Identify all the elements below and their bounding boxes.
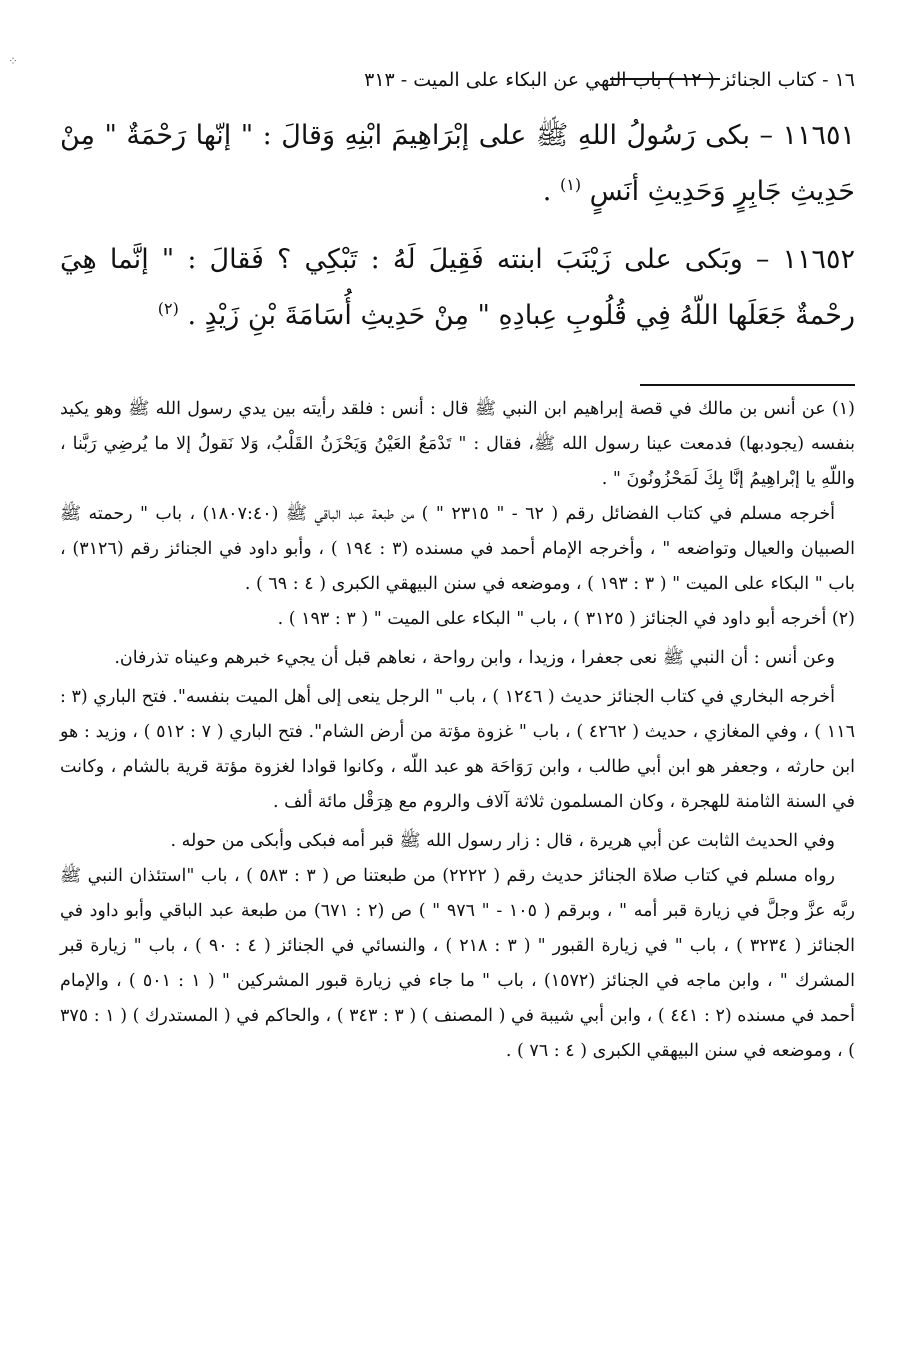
running-header xyxy=(60,64,855,96)
note-abu-hurayra-narration: وفي الحديث الثابت عن أبي هريرة ، قال : زار رسول الله ﷺ قبر أمه فبكى وأبكى من حوله . xyxy=(170,831,835,851)
main-text xyxy=(60,108,855,356)
scan-speck-icon: ⁘ xyxy=(8,54,19,68)
footnote-ref-1: (١) xyxy=(559,175,582,194)
footnotes-section xyxy=(60,392,855,1069)
header-rule xyxy=(610,78,720,80)
header-text: ١٦ - كتاب الجنائز ( ١٢ ) باب النهي عن البكاء على الميت - ٣١٣ xyxy=(364,69,855,91)
hadith-11651 xyxy=(60,108,855,220)
hadith-11651-text: ١١٦٥١ – بكى رَسُولُ اللهِ ﷺ على إبْرَاهِيمَ ابْنِهِ وَقالَ : " إنّها رَحْمَةٌ " مِنْ حَدِيثِ جَابِرٍ وَحَدِيثِ أنَسٍ xyxy=(60,120,855,207)
note-anas-narration: وعن أنس : أن النبي ﷺ نعى جعفرا ، وزيدا ، وابن رواحة ، نعاهم قبل أن يجيء خبرهم وعيناه تذرفان. xyxy=(114,648,835,668)
note-muslim-takhrij: رواه مسلم في كتاب صلاة الجنائز حديث رقم ( ٢٢٢٢) من طبعتنا ص ( ٣ : ٥٨٣ ) ، باب "استئذان النبي ﷺ ربَّه عزَّ وجلَّ في زيارة قبر أمه " ، وبرقم ( ١٠٥ - " ٩٧٦ " ) ص (٢ : ٦٧١) من طبعة عبد الباقي وأبو داود في الجنائز ( ٣٢٣٤ ) ، باب " في زيارة القبور " ( ٣ : ٢١٨ ) ، والنسائي في الجنائز ( ٤ : ٩٠ ) ، باب " زيارة قبر المشرك " ، وابن ماجه في الجنائز (١٥٧٢) ، باب " ما جاء في زيارة قبور المشركين " ( ١ : ٥٠١ ) ، والإمام أحمد في مسنده (٢ : ٤٤١ ) ، وابن أبي شيبة في ( المصنف ) ( ٣ : ٣٤٣ ) ، والحاكم في ( المستدرك ) ( ١ : ٣٧٥ ) ، وموضعه في سنن البيهقي الكبرى ( ٤ : ٧٦ ) . xyxy=(60,866,855,1061)
hadith-11652 xyxy=(60,232,855,344)
hadith-11652-text: ١١٦٥٢ – وبَكى على زَيْنَبَ ابنته فَقِيلَ لَهُ : تَبْكِي ؟ فَقالَ : " إنَّما هِيَ رحْمةٌ جَعَلَها اللّهُ فِي قُلُوبِ عِبادِهِ " مِنْ حَدِيثِ أُسَامَةَ بْنِ زَيْدٍ . xyxy=(60,244,855,331)
footnote-1: (١) عن أنس بن مالك في قصة إبراهيم ابن النبي ﷺ قال : أنس : فلقد رأيته بين يدي رسول الله ﷺ وهو يكيد بنفسه (يجودبها) فدمعت عينا رسول الله ﷺ، فقال : " تَدْمَعُ العَيْنُ وَيَحْزَنُ القَلْبُ، وَلا نَقولُ إلا ما يُرضِي رَبَّنا ، واللّهِ يا إبْراهِيمُ إنَّا بِكَ لَمَحْزُونُونَ " . xyxy=(60,399,855,489)
footnote-1-takhrij: أخرجه مسلم في كتاب الفضائل رقم ( ٦٢ - " ٢٣١٥ " ) من طبعة عبد الباقي ﷺ (١٨٠٧:٤٠) ، باب " رحمته ﷺ الصبيان والعيال وتواضعه " ، وأخرجه الإمام أحمد في مسنده (٣ : ١٩٤ ) ، وأبو داود في الجنائز رقم (٣١٢٦) ، باب " البكاء على الميت " ( ٣ : ١٩٣ ) ، وموضعه في سنن البيهقي الكبرى ( ٤ : ٦٩ ) . xyxy=(60,504,855,594)
footnote-2: (٢) أخرجه أبو داود في الجنائز ( ٣١٢٥ ) ، باب " البكاء على الميت " ( ٣ : ١٩٣ ) . xyxy=(277,609,855,629)
hadith-11651-end: . xyxy=(542,176,560,207)
footnote-divider xyxy=(640,384,855,386)
footnote-ref-2: (٢) xyxy=(157,299,179,318)
note-bukhari-takhrij: أخرجه البخاري في كتاب الجنائز حديث ( ١٢٤٦ ) ، باب " الرجل ينعى إلى أهل الميت بنفسه". فتح الباري (٣ : ١١٦ ) ، وفي المغازي ، حديث ( ٤٢٦٢ ) ، باب " غزوة مؤتة من أرض الشام". فتح الباري ( ٧ : ٥١٢ ) ، وزيد : هو ابن حارثه ، وجعفر هو ابن أبي طالب ، وابن رَوَاحَة هو عبد اللّه ، وكانوا قوادا لغزوة مؤتة قرية بالشام ، وكانت في السنة الثامنة للهجرة ، وكان المسلمون ثلاثة آلاف والروم مع هِرَقْل مائة ألف . xyxy=(60,687,855,812)
